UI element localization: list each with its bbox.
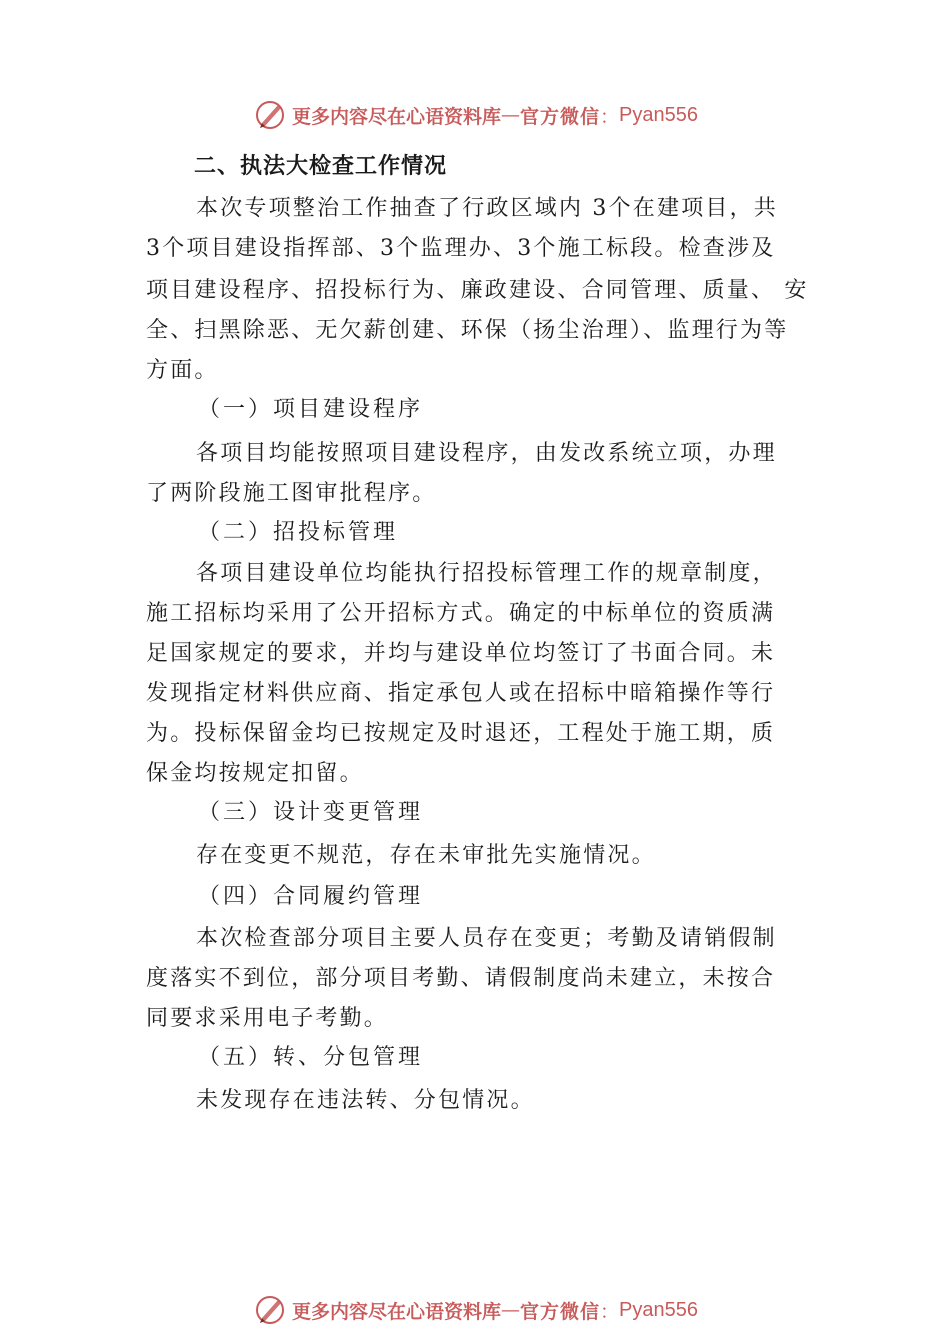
banner-sub-text: 官方微信 xyxy=(520,105,601,128)
paragraph-line: 足国家规定的要求，并均与建设单位均签订了书面合同。未 xyxy=(146,641,776,666)
subsection-heading: （四）合同履约管理 xyxy=(198,884,424,909)
paragraph-line: 保金均按规定扣留。 xyxy=(146,761,364,786)
banner-sub-text: 官方微信 xyxy=(520,1300,601,1323)
subsection-heading: （三）设计变更管理 xyxy=(198,800,424,825)
banner-colon: ： xyxy=(600,105,620,128)
paragraph-line: 本次检查部分项目主要人员存在变更；考勤及请销假制 xyxy=(196,926,777,951)
banner-colon: ： xyxy=(600,1300,620,1323)
paragraph-line: 了两阶段施工图审批程序。 xyxy=(146,481,437,506)
banner-wechat-id: Pyan556 xyxy=(619,1298,698,1321)
banner-main-text: 更多内容尽在心语资料库 xyxy=(291,105,501,128)
section-heading: 二、执法大检查工作情况 xyxy=(194,154,448,179)
pen-logo-icon xyxy=(252,1292,288,1328)
paragraph-line: 度落实不到位，部分项目考勤、请假制度尚未建立，未按合 xyxy=(146,966,776,991)
pen-logo-icon xyxy=(252,97,288,133)
paragraph-line: 全、扫黑除恶、无欠薪创建、环保（扬尘治理）、监理行为等 xyxy=(146,318,789,343)
paragraph-line: 各项目建设单位均能执行招投标管理工作的规章制度， xyxy=(196,561,777,586)
paragraph-line: 本次专项整治工作抽查了行政区域内 3个在建项目，共 xyxy=(196,196,778,221)
paragraph-line: 同要求采用电子考勤。 xyxy=(146,1006,389,1031)
paragraph-line: 发现指定材料供应商、指定承包人或在招标中暗箱操作等行 xyxy=(146,681,776,706)
subsection-heading: （一）项目建设程序 xyxy=(198,397,424,422)
paragraph-line: 未发现存在违法转、分包情况。 xyxy=(196,1088,535,1113)
paragraph-line: 项目建设程序、招投标行为、廉政建设、合同管理、质量、 安 xyxy=(146,278,809,303)
subsection-heading: （二）招投标管理 xyxy=(198,520,399,545)
banner-dash: — xyxy=(501,1299,520,1321)
header-watermark-banner xyxy=(0,95,950,135)
paragraph-line: 方面。 xyxy=(146,358,219,383)
banner-wechat-id: Pyan556 xyxy=(619,103,698,126)
subsection-heading: （五）转、分包管理 xyxy=(198,1045,424,1070)
paragraph-line: 为。投标保留金均已按规定及时退还，工程处于施工期，质 xyxy=(146,721,776,746)
banner-main-text: 更多内容尽在心语资料库 xyxy=(291,1300,501,1323)
banner-dash: — xyxy=(501,104,520,126)
paragraph-line: 3个项目建设指挥部、3个监理办、3个施工标段。检查涉及 xyxy=(146,236,776,261)
paragraph-line: 各项目均能按照项目建设程序，由发改系统立项，办理 xyxy=(196,441,777,466)
paragraph-line: 存在变更不规范，存在未审批先实施情况。 xyxy=(196,843,656,868)
paragraph-line: 施工招标均采用了公开招标方式。确定的中标单位的资质满 xyxy=(146,601,776,626)
footer-watermark-banner xyxy=(0,1290,950,1330)
